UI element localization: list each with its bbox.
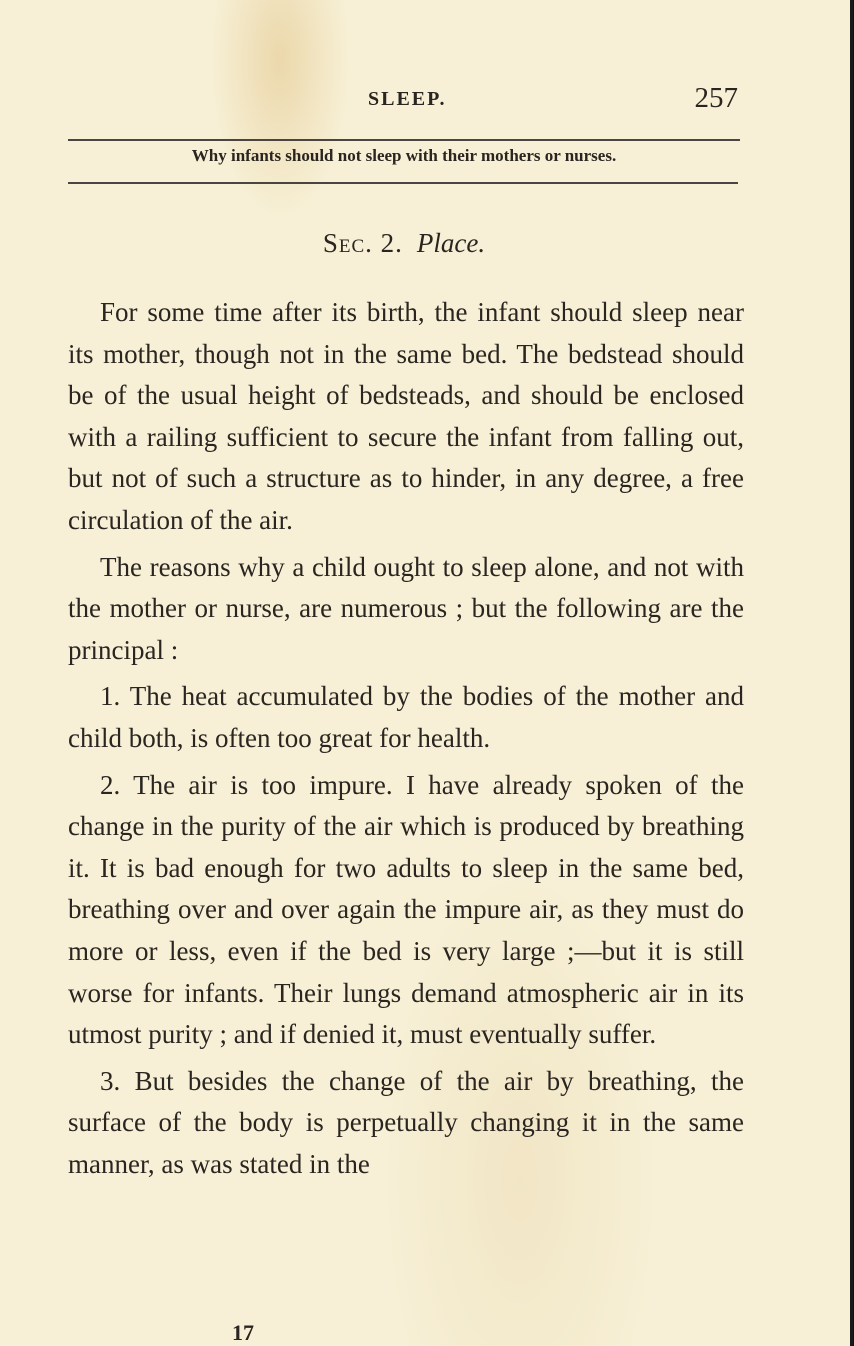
- body-text: [68, 292, 744, 1190]
- running-title: SLEEP.: [368, 88, 447, 110]
- paragraph: For some time after its birth, the infant should sleep near its mother, though not in the same bed. The bedstead should be of the usual height of bedsteads, and should be enclosed with a railing sufficient to secure the infant from falling out, but not of such a structure as to hinder, in any degree, a free circulation of the air.: [68, 297, 744, 535]
- header-rule-bottom: [68, 182, 738, 184]
- page-number: 257: [694, 82, 738, 114]
- paragraph: The reasons why a child ought to sleep alone, and not with the mother or nurse, are numerous ; but the following are the principal :: [68, 551, 744, 665]
- paragraph: 3. But besides the change of the air by breathing, the surface of the body is perpetually changing it in the same manner, as was stated in the: [68, 1065, 744, 1179]
- paragraph: 2. The air is too impure. I have already spoken of the change in the purity of the air which is produced by breathing it. It is bad enough for two adults to sleep in the same bed, breathing over and over again the impure air, as they must do more or less, even if the bed is very large ;—but it is still worse for infants. Their lungs demand atmospheric air in its utmost purity ; and if denied it, must eventually suffer.: [68, 769, 744, 1050]
- section-label: Sec. 2.: [322, 228, 403, 258]
- running-head: [68, 82, 738, 118]
- paragraph: 1. The heat accumulated by the bodies of the mother and child both, is often too great for health.: [68, 681, 744, 753]
- section-title: Place.: [416, 228, 486, 258]
- signature-mark: 17: [232, 1320, 254, 1345]
- page-subtitle: Why infants should not sleep with their mothers or nurses.: [191, 146, 617, 165]
- section-heading: [68, 228, 740, 259]
- header-rule-top: [68, 139, 740, 141]
